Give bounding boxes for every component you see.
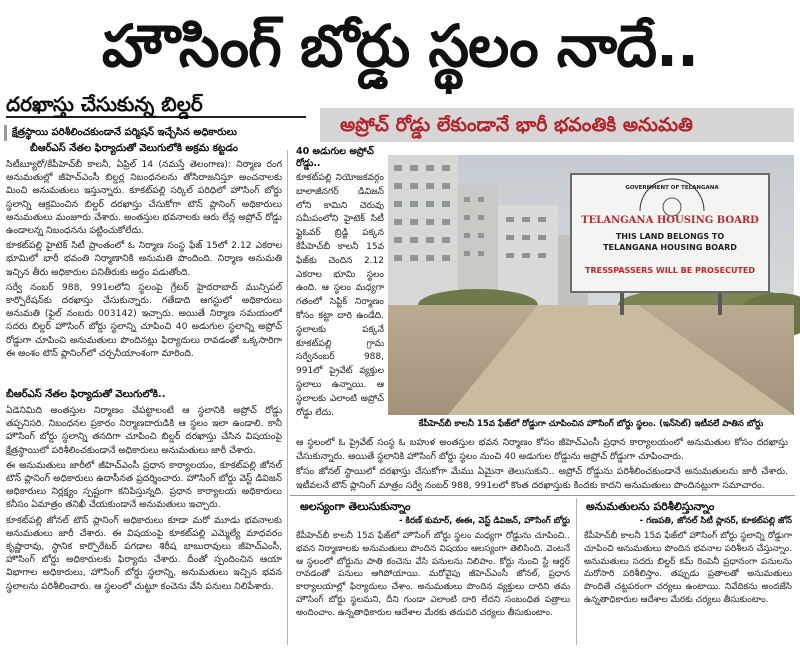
- paragraph: సర్వే నంబర్ 988, 991లలోని స్థలంపై గ్రేటర్ హైదరాబాద్ మున్సిపల్ కార్పొరేషన్‌కు దరఖాస్తు చేసుకున్నారు. గతేడాది ఆగస్టులో అధికారులు అనుమతి (ఫైల్ నంబరు 003142) ఇచ్చారు. అయితే నిర్మాణ సమయంలో సదరు బిల్డర్ హౌసింగ్ బోర్డు స్థలాన్ని చూపించి 40 అడుగుల స్థలాన్ని అప్రోచ్ రోడ్డుగా చూపించి అనుమతులు పొందినట్లు ఫిర్యాదులు రావడంతో ఒక్కసారిగా ఈ అంశం టౌన్ ప్లానింగ్‌లో చర్చనీయాంశంగా మారింది.: [6, 281, 282, 359]
- paragraph: సిటీబ్యూరో/కేపీహెచ్‌బీ కాలనీ, ఏప్రిల్ 14 (నమస్తే తెలంగాణ): నిర్మాణ రంగ అనుమతుల్లో జీహెచ్ఎంసీ బిల్డర్ల నిబంధనలను తోసిరాజనిస్తూ అంచనాలకు మించి అనుమతులు ఇస్తున్నారు. కూకట్‌పల్లి సర్కిల్ పరిధిలో హౌసింగ్ బోర్డు స్థలాన్ని ఆక్రమించిన బిల్డర్ దరఖాస్తు చేసుకోగా టౌన్ ప్లానింగ్ అధికారులు అనుమతులు మంజూరు చేశారు. అంతస్తుల భవనాలకు ఆరు లేన్ల అప్రోచ్ రోడ్డు ఉండాలన్న నిబంధనను పట్టించుకోలేదు.: [6, 159, 282, 237]
- seal-text: GOVERNMENT OF TELANGANA: [625, 185, 719, 191]
- sign-line-2: TELANGANA HOUSING BOARD: [603, 243, 737, 252]
- box-text-left: [296, 530, 570, 645]
- paragraph: కూకట్‌పల్లి జోనల్ టౌన్ ప్లానింగ్ అధికారులు కూడా మరో మూడు భవనాలకు అనుమతులు జారీ చేశారు. ఈ విషయంపై కూకట్‌పల్లి ఎమ్మెల్యే మాధవరం కృష్ణారావు, స్థానిక కార్పొరేటర్ పగడాల శిరీష బాబురావులు జీహెచ్ఎంసీ, హౌసింగ్ బోర్డు అధికారులకు ఫిర్యాదు చేశారు. దీంతో స్పందించిన ఆయా విభాగాల అధికారులు, హౌసింగ్ బోర్డు స్థలాన్ని, అనుమతులు ఇచ్చిన భవన స్థలాలను పరిశీలించారు. ఆ స్థలంలో చుట్టూ కంచెను వేసి పనులు నిలిపేశారు.: [6, 514, 282, 592]
- sign-line-1: THIS LAND BELONGS TO: [615, 232, 725, 241]
- box-byline-left: - కిరణ్ కుమార్, ఈఈ, వెస్ట్ డివిజన్, హౌసింగ్ బోర్డు: [399, 516, 570, 526]
- article-continuation: [296, 436, 788, 492]
- paragraph: కోసం జోనల్ స్థాయిలో దరఖాస్తు చేసుకోగా మేము ఏమైనా తెలుసుకుని.. అప్రోచ్ రోడ్డును పరిశీలించకుండానే అనుమతులను జారీ చేశారు. ఇటీవలనే టౌన్ ప్లానింగ్ మాత్రం సర్వే నంబర్ 988, 991లలో కొంత దరఖాస్తుకు కిందకు కాదని అనుమతులు పొందినట్లుగా సమాచారం.: [296, 466, 788, 491]
- kicker-secondary: బీఆర్ఎస్ నేతల ఫిర్యాదుతో వెలుగులోకి అక్రమ కట్టడం: [30, 143, 238, 154]
- sign-org-name: TELANGANA HOUSING BOARD: [581, 215, 759, 226]
- paragraph: ఆ స్థలంలో ఓ ప్రైవేట్ సంస్థ ఓ బహుళ అంతస్తుల భవన నిర్మాణం కోసం జీహెచ్ఎంసీ ప్రధాన కార్యాలయంలో అనుమతుల కోసం దరఖాస్తు చేసుకున్నారు. అయితే స్థలానికి హౌసింగ్ బోర్డు స్థలం నుంచి 40 అడుగుల రోడ్డును అప్రోచ్ రోడ్డుగా చూపించారు.: [296, 437, 788, 462]
- paragraph: ఏడెనిమిది అంతస్తుల నిర్మాణం చేపట్టాలంటే ఆ స్థలానికి అప్రోచ్ రోడ్డు తప్పనిసరి. నిబంధనల ప్రకారం నిర్మాణదారుడికి ఆ స్థలం ఇలా ఉండాలి. కానీ హౌసింగ్ బోర్డు స్థలాన్ని తనదిగా చూపించి బిల్డర్ దరఖాస్తు చేసిన విషయంపై క్షేత్రస్థాయిలో పరిశీలించకుండానే అధికారులు అనుమతులు జారీ చేశారు.: [6, 405, 282, 456]
- box-text-right: [584, 530, 792, 645]
- article-column-middle: [296, 172, 384, 472]
- news-photo: [388, 155, 794, 415]
- section-subheading: బీఆర్ఎస్ నేతల ఫిర్యాదుతో వెలుగులోకి..: [6, 389, 166, 400]
- box-divider: [576, 498, 577, 645]
- paragraph: ఈ అనుమతులు జారీలో జీహెచ్ఎంసీ ప్రధాన కార్యాలయం, కూకట్‌పల్లి జోనల్ టౌన్ ప్లానింగ్ అధికారులు ఉదాసీనత ప్రదర్శించారు. హౌసింగ్ బోర్డు వెస్ట్ డివిజన్ అధికారులు నిర్లక్ష్యం స్పష్టంగా కనిపిస్తున్నది. ప్రధాన కార్యాలయ అధికారులు కనీసం ఏమాత్రం తనిఖీ చేయకుండానే అనుమతులు ఇచ్చారు.: [6, 459, 282, 511]
- photo-caption: కేపీహెచ్‌బీ కాలనీ 15వ ఫేజ్‌లో రోడ్డుగా చూపించిన హౌసింగ్ బోర్డు స్థలం. (ఇన్‌సెట్) ఇటీవలే పాతిన బోర్డు: [388, 416, 794, 432]
- article-column-left: [6, 158, 282, 383]
- paragraph: కేపీహెచ్‌బీ కాలనీ 15వ ఫేజ్‌లో హౌసింగ్ బోర్డు స్థలం మధ్యగా రోడ్డును చూపించి.. భవన నిర్మాణాలకు అనుమతులు పొందిన విషయం ఆలస్యంగా తెలిసింది. వెంటనే ఆ స్థలంలో బోర్డును పాతి కంచెను వేసి పనులను నిలిపాం. కోర్టు నుంచి స్టే ఆర్డర్ రావడంతో పనులు ఆగిపోయాయి. మరోవైపు జీహెచ్ఎంసీ జోనల్, ప్రధాన కార్యాలయాల్లో ఫిర్యాదులు చేశాం. అనుమతులు పొందిన వ్యక్తులు దారిని తమ హౌసింగ్ బోర్డు స్థలమని, దీని గుండా ఎలాంటి దారి లేదని సంబంధిత పత్రాలు అందించాం. ఉన్నతాధికారుల ఆదేశాల మేరకు తదుపరి చర్యలు తీసుకుంటాం.: [296, 531, 570, 618]
- subheadline-left: దరఖాస్తు చేసుకున్న బిల్డర్: [6, 90, 306, 118]
- subheadline-right: అప్రోచ్ రోడ్డు లేకుండానే భారీ భవంతికి అనుమతి: [340, 114, 693, 136]
- box-title-right: అనుమతులను పరిశీలిస్తున్నాం: [586, 500, 715, 513]
- article-column-left-continued: [6, 404, 282, 644]
- seal-icon: [625, 177, 719, 213]
- headline: హౌసింగ్ బోర్డు స్థలం నాదే..: [101, 12, 699, 80]
- paragraph: కూకట్‌పల్లి నియోజకవర్గం బాలాజీనగర్ డివిజన్ లోని కామిని చెరువు సమీపంలోని హైటెక్ సిటీ ఫ్లైఓవర్ బ్రిడ్జి పక్కన కేపీహెచ్‌బీ కాలనీ 15వ ఫేజ్‌కు చెందిన 2.12 ఎకరాల భూమి స్థలం ఉంది. ఆ స్థలం మధ్యగా గతంలో సెప్టిక్ నిర్మాణం కోసం కట్టా దారి ఉండేది. స్థలాలకు పక్కనే కూకట్‌పల్లి గ్రామ సర్వేనంబర్ 988, 991లో ప్రైవేట్ వ్యక్తుల స్థలాలు ఉన్నాయి. ఆ స్థలాలకు ఎలాంటి అప్రోచ్ రోడ్డు లేదు.: [296, 173, 384, 418]
- sign-line: [572, 231, 768, 253]
- sign-warning: TRESSPASSERS WILL BE PROSECUTED: [584, 266, 755, 275]
- housing-board-sign: [570, 173, 770, 293]
- box-title-left: అలస్యంగా తెలుసుకున్నాం: [300, 500, 411, 513]
- box-byline-right: - గణపతి, జోనల్ సిటీ ప్లానర్, కూకట్‌పల్లి జోన్: [639, 516, 792, 526]
- paragraph: కేపీహెచ్‌బీ కాలనీ 15వ ఫేజ్‌లో హౌసింగ్ బోర్డు స్థలాన్ని రోడ్డుగా చూపించి అనుమతులు పొందిన భవనాల పరిశీలన చేస్తున్నాం. అనుమతులు సదరు బిల్డర్ కమ్ రింపెనీ ప్రధానంగా పనులను మరోసారి పరిశీలిస్తాం. తప్పుడు ప్రతాలతో అనుమతులు పొందితే చట్టపరంగా చర్యలు ఉంటాయి. నివేదికను అందజేసి ఉన్నతాధికారుల ఆదేశాల మేరకు చర్యలు తీసుకుంటాం.: [584, 531, 792, 605]
- section-subheading: 40 అడుగుల అప్రోచ్ రోడ్డు..: [296, 146, 374, 169]
- column-divider: [287, 150, 288, 645]
- kicker-top: క్షేత్రస్థాయి పరిశీలించకుండానే పర్మిషన్ ఇచ్చేసిన అధికారులు: [12, 127, 238, 138]
- paragraph: కూకట్‌పల్లి హైటెక్ సిటీ ప్రాంతంలో ఓ నిర్మాణ సంస్థ ఫేజ్ 15లో 2.12 ఎకరాల భూమిలో భారీ భవంతి నిర్మాణానికి అనుమతి పొందింది. నిర్మాణ అనుమతి ఇచ్చిన తీరు అధికారుల పనితీరుకు అద్దం పడుతోంది.: [6, 240, 282, 278]
